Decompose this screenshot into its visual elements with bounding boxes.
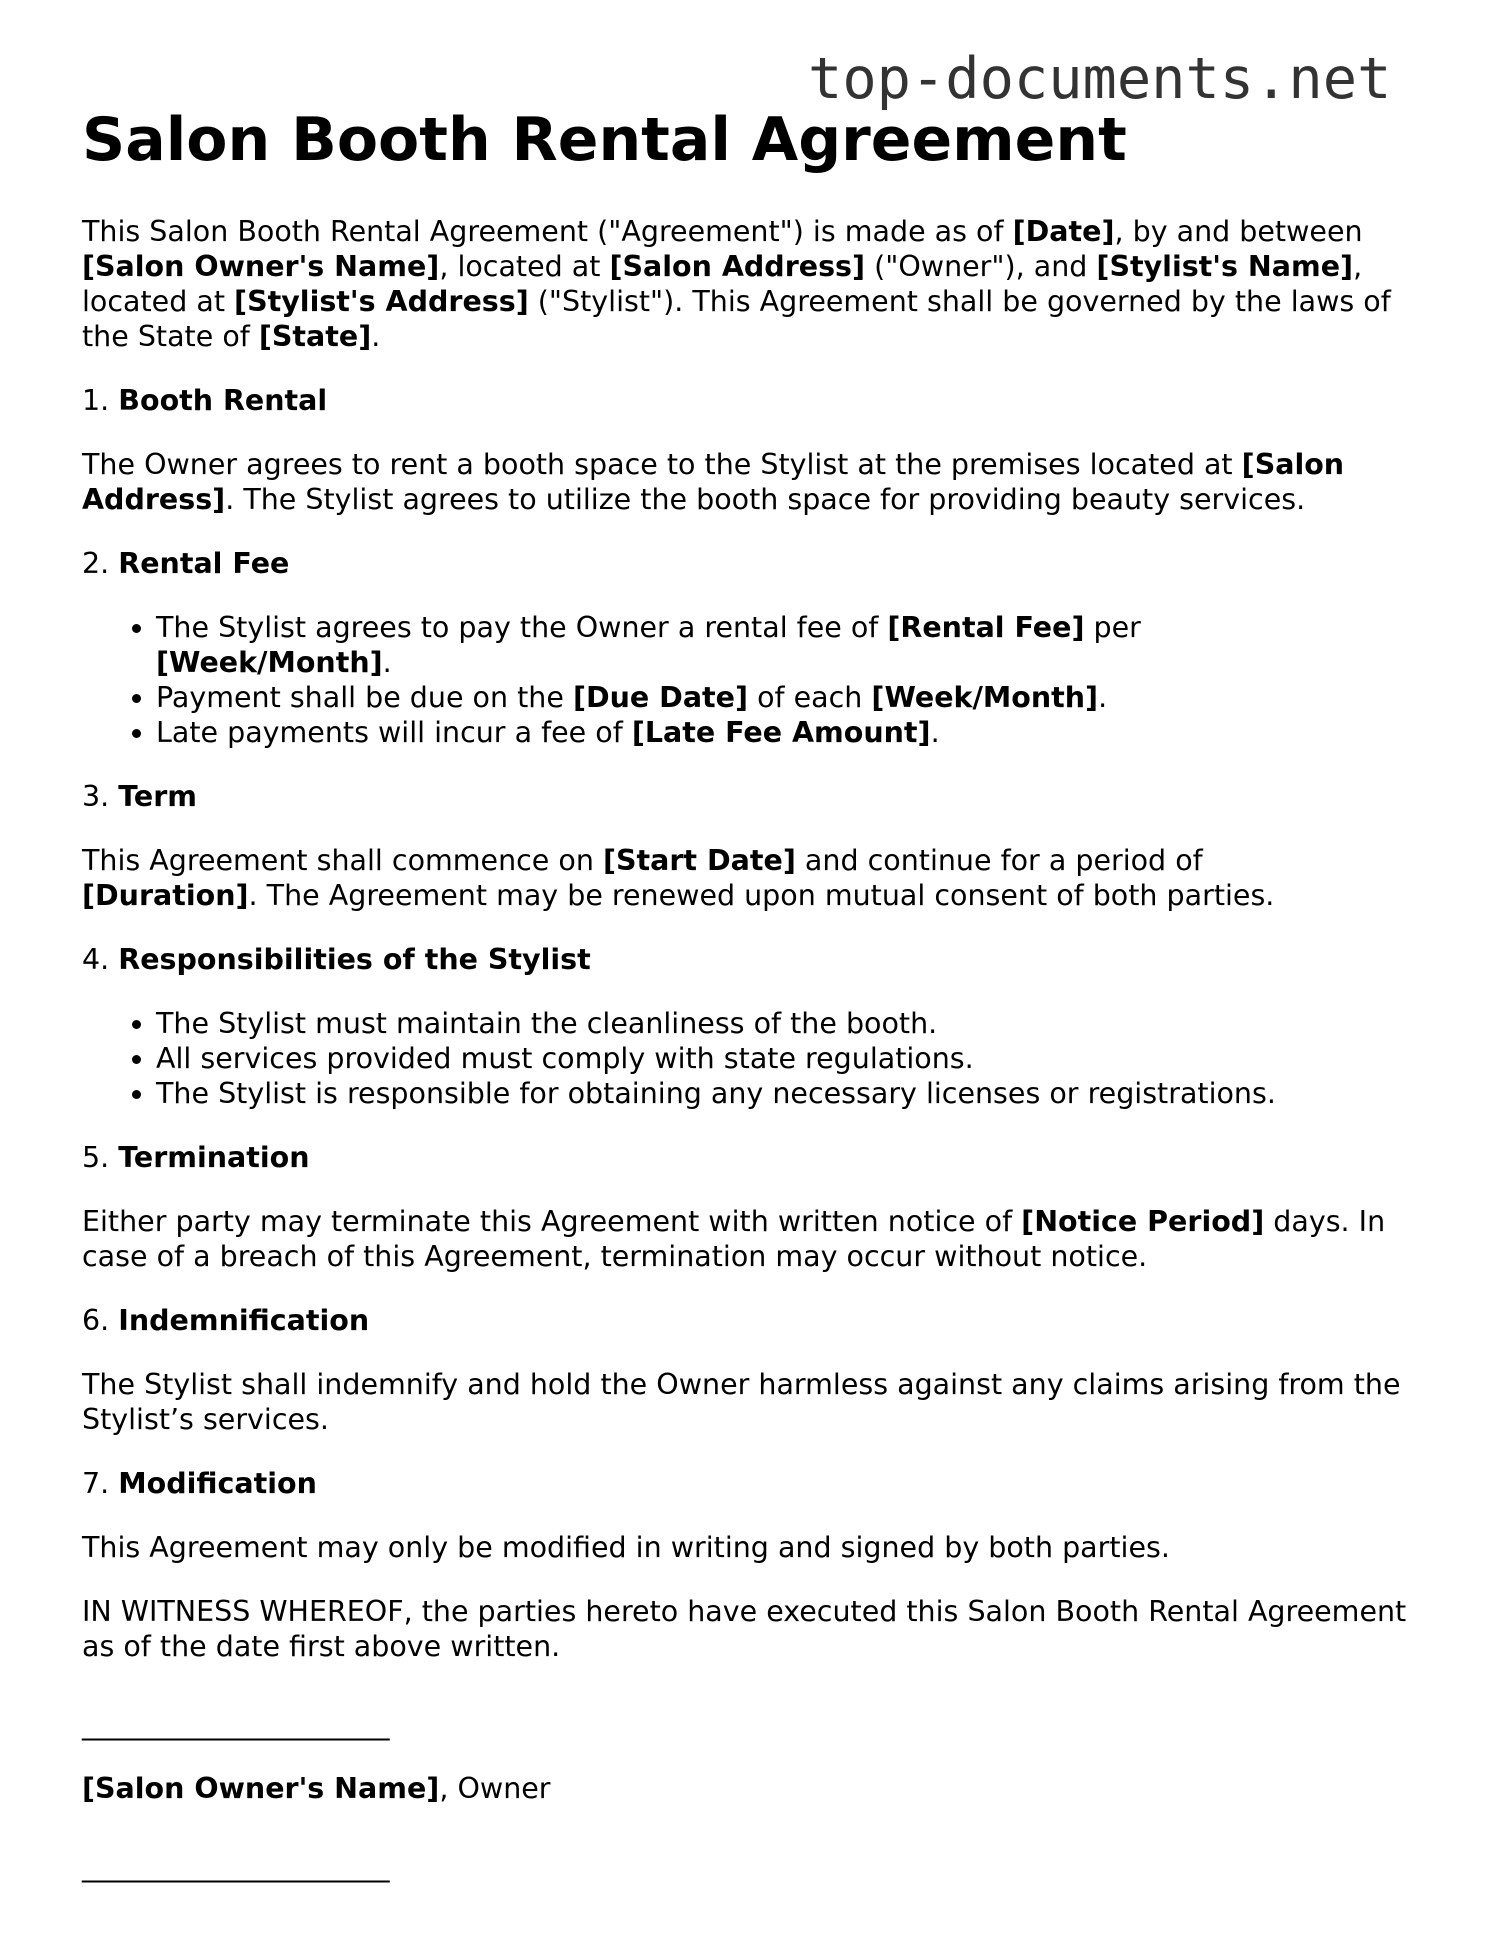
section-title: Rental Fee bbox=[118, 547, 290, 580]
indemnification-paragraph: The Stylist shall indemnify and hold the Owner harmless against any claims arising from the Stylist’s services. bbox=[82, 1368, 1401, 1436]
section-title: Modification bbox=[118, 1467, 317, 1500]
section-heading-term bbox=[82, 779, 1422, 814]
placeholder-start-date: [Start Date] bbox=[602, 844, 796, 877]
modification-paragraph: This Agreement may only be modified in writing and signed by both parties. bbox=[82, 1531, 1170, 1564]
section-heading-rental-fee bbox=[82, 546, 1422, 581]
placeholder-notice-period: [Notice Period] bbox=[1021, 1205, 1265, 1238]
list-item: • All services provided must comply with state regulations. bbox=[156, 1041, 1422, 1076]
rental-fee-list bbox=[82, 610, 1422, 750]
section-number: 4. bbox=[82, 943, 119, 976]
placeholder-salon-address: [Salon Address] bbox=[82, 448, 1345, 516]
placeholder-week-month: [Week/Month] bbox=[871, 681, 1099, 714]
placeholder-week-month: [Week/Month] bbox=[156, 646, 383, 679]
text: This Agreement shall commence on bbox=[82, 844, 603, 877]
text: per bbox=[1084, 611, 1141, 644]
intro-text-6: ("Stylist"). This Agreement shall be governed by the laws of the State of bbox=[82, 285, 1391, 353]
text: Payment shall be due on the bbox=[156, 681, 573, 714]
section-heading-booth-rental bbox=[82, 383, 1422, 418]
placeholder-owner-name: [Salon Owner's Name] bbox=[82, 1772, 440, 1805]
section-number: 1. bbox=[82, 384, 119, 417]
section-number: 5. bbox=[82, 1141, 119, 1174]
placeholder-duration: [Duration] bbox=[82, 879, 249, 912]
watermark: top-documents.net bbox=[808, 46, 1392, 112]
document-page bbox=[82, 104, 1422, 1884]
text: . The Stylist agrees to utilize the booth space for providing beauty services. bbox=[225, 483, 1306, 516]
text: of each bbox=[748, 681, 872, 714]
text: The Owner agrees to rent a booth space to the Stylist at the premises located at bbox=[82, 448, 1242, 481]
booth-rental-paragraph bbox=[82, 447, 1422, 517]
signature-line-owner: ________________________ bbox=[82, 1708, 388, 1741]
intro-text-1: This Salon Booth Rental Agreement ("Agreement") is made as of bbox=[82, 215, 1013, 248]
placeholder-date: [Date] bbox=[1012, 215, 1115, 248]
list-item bbox=[156, 680, 1422, 715]
intro-text-3: , located at bbox=[439, 250, 610, 283]
section-title: Term bbox=[118, 780, 198, 813]
placeholder-late-fee: [Late Fee Amount] bbox=[631, 716, 931, 749]
intro-text-4: ("Owner"), and bbox=[865, 250, 1097, 283]
section-title: Booth Rental bbox=[118, 384, 328, 417]
list-item: • The Stylist is responsible for obtaining any necessary licenses or registrations. bbox=[156, 1076, 1422, 1111]
placeholder-stylist-address: [Stylist's Address] bbox=[234, 285, 529, 318]
section-heading-indemnification bbox=[82, 1303, 1422, 1338]
section-heading-modification bbox=[82, 1466, 1422, 1501]
list-item bbox=[156, 715, 1422, 750]
intro-paragraph bbox=[82, 214, 1422, 354]
list-item bbox=[156, 610, 1422, 680]
signature-line-stylist: ________________________ bbox=[82, 1850, 388, 1883]
placeholder-owner-name: [Salon Owner's Name] bbox=[82, 250, 440, 283]
section-title: Responsibilities of the Stylist bbox=[118, 943, 591, 976]
text: . bbox=[930, 716, 940, 749]
termination-paragraph bbox=[82, 1204, 1422, 1274]
text: . The Agreement may be renewed upon mutual consent of both parties. bbox=[248, 879, 1275, 912]
section-number: 7. bbox=[82, 1467, 119, 1500]
placeholder-state: [State] bbox=[258, 320, 372, 353]
text: days. In case of a breach of this Agreement, termination may occur without notice. bbox=[82, 1205, 1386, 1273]
placeholder-rental-fee: [Rental Fee] bbox=[887, 611, 1085, 644]
section-title: Indemnification bbox=[118, 1304, 370, 1337]
section-number: 6. bbox=[82, 1304, 119, 1337]
section-heading-responsibilities bbox=[82, 942, 1422, 977]
text: Either party may terminate this Agreement with written notice of bbox=[82, 1205, 1022, 1238]
placeholder-stylist-name: [Stylist's Name] bbox=[1096, 250, 1354, 283]
placeholder-salon-address: [Salon Address] bbox=[609, 250, 866, 283]
section-heading-termination bbox=[82, 1140, 1422, 1175]
text: . bbox=[1098, 681, 1108, 714]
section-title: Termination bbox=[118, 1141, 310, 1174]
signature-role: , Owner bbox=[439, 1772, 551, 1805]
section-number: 3. bbox=[82, 780, 119, 813]
list-item: • The Stylist must maintain the cleanliness of the booth. bbox=[156, 1006, 1422, 1041]
text: Late payments will incur a fee of bbox=[156, 716, 632, 749]
text: . bbox=[382, 646, 392, 679]
section-number: 2. bbox=[82, 547, 119, 580]
term-paragraph bbox=[82, 843, 1422, 913]
placeholder-due-date: [Due Date] bbox=[572, 681, 749, 714]
intro-text-7: . bbox=[371, 320, 381, 353]
signature-label-owner bbox=[82, 1771, 1422, 1806]
page-title: Salon Booth Rental Agreement bbox=[82, 105, 1127, 175]
text: and continue for a period of bbox=[795, 844, 1203, 877]
responsibilities-list bbox=[82, 1006, 1422, 1111]
text: The Stylist agrees to pay the Owner a rental fee of bbox=[156, 611, 888, 644]
witness-paragraph: IN WITNESS WHEREOF, the parties hereto have executed this Salon Booth Rental Agreement as of the date first above written. bbox=[82, 1595, 1407, 1663]
intro-text-5: , located at bbox=[82, 250, 1363, 318]
intro-text-2: , by and between bbox=[1114, 215, 1363, 248]
